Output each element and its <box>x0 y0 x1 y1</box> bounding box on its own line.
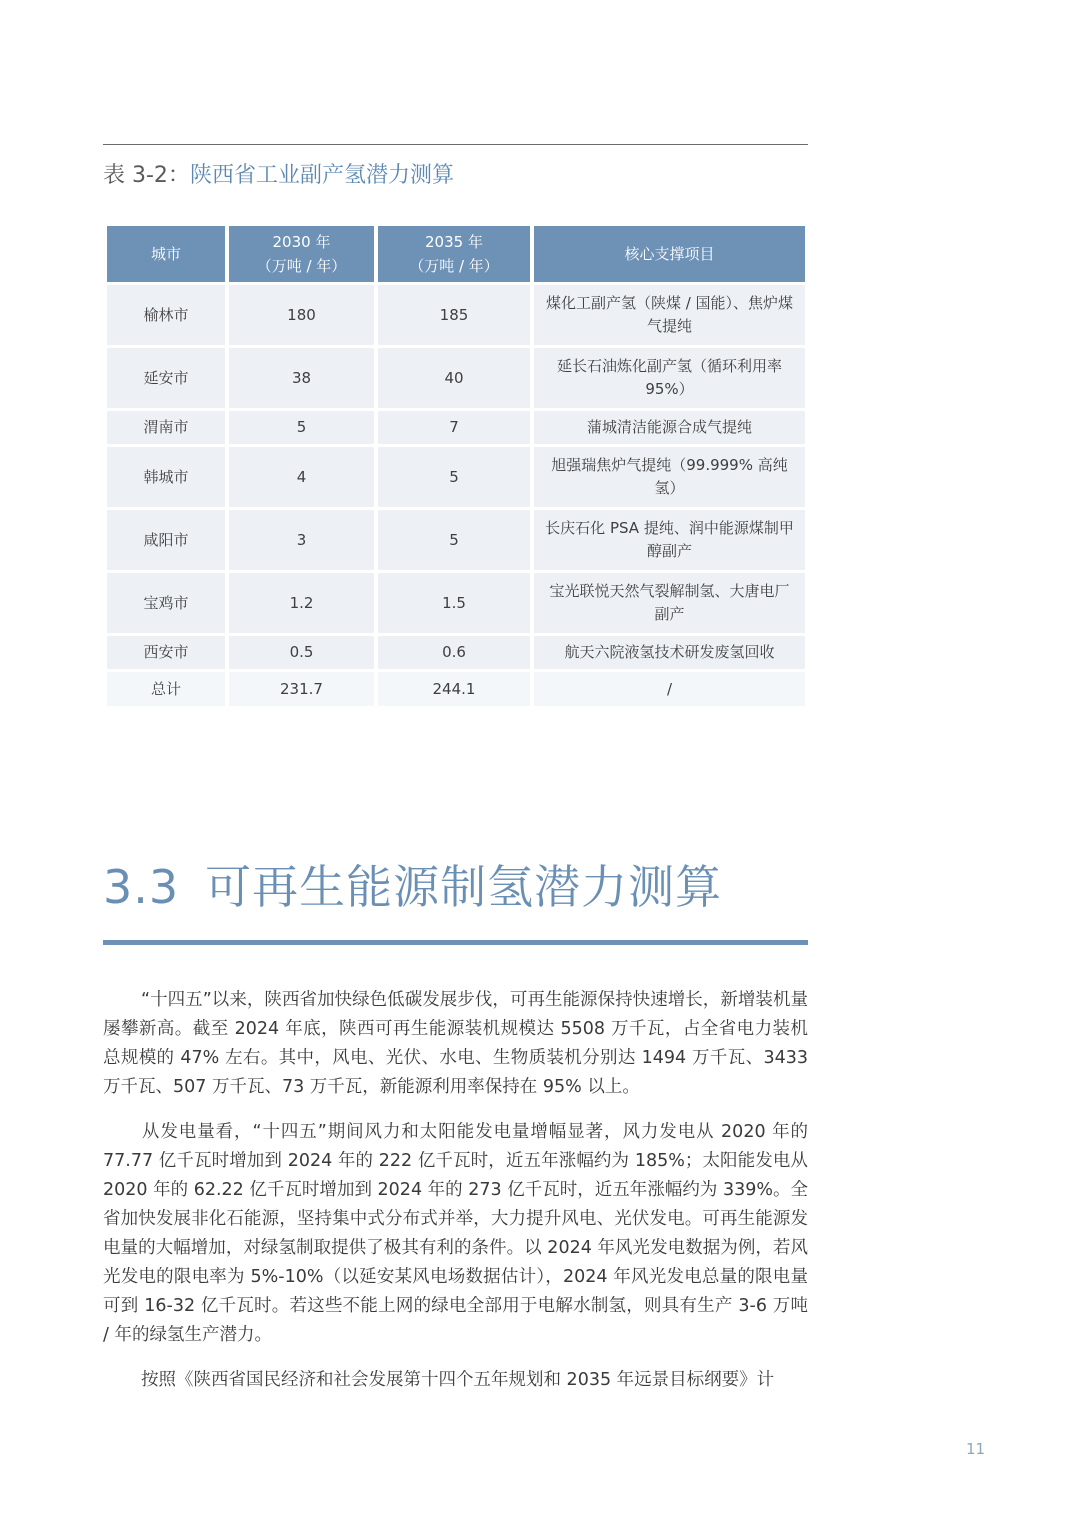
cell-project: 煤化工副产氢（陕煤 / 国能）、焦炉煤气提纯 <box>534 285 805 345</box>
cell-2030: 5 <box>229 411 374 444</box>
cell-city: 西安市 <box>107 636 225 669</box>
table-row <box>107 348 805 408</box>
caption-title: 陕西省工业副产氢潜力测算 <box>189 163 454 188</box>
paragraph <box>103 1366 808 1395</box>
cell-2030: 180 <box>229 285 374 345</box>
table-row <box>107 510 805 570</box>
top-divider <box>103 144 808 145</box>
table-row <box>107 573 805 633</box>
cell-project: / <box>534 672 805 706</box>
cell-2035: 5 <box>378 510 530 570</box>
section-number: 3.3 <box>103 860 180 914</box>
cell-city: 总计 <box>107 672 225 706</box>
cell-project: 旭强瑞焦炉气提纯（99.999% 高纯氢） <box>534 447 805 507</box>
table-row <box>107 411 805 444</box>
cell-2030: 1.2 <box>229 573 374 633</box>
page-number: 11 <box>966 1440 986 1458</box>
header-2030: 2030 年 （万吨 / 年） <box>229 226 374 282</box>
table-row <box>107 636 805 669</box>
table-caption <box>103 160 454 192</box>
cell-2035: 7 <box>378 411 530 444</box>
paragraph-text: “十四五”以来，陕西省加快绿色低碳发展步伐，可再生能源保持快速增长，新增装机量屡攀新高。截至 2024 年底，陕西可再生能源装机规模达 5508 万千瓦，占全省电力装机总规模的 47% 左右。其中，风电、光伏、水电、生物质装机分别达 1494 万千瓦、3433 万千瓦、507 万千瓦、73 万千瓦，新能源利用率保持在 95% 以上。 <box>103 990 808 1097</box>
cell-2030: 0.5 <box>229 636 374 669</box>
cell-2035: 1.5 <box>378 573 530 633</box>
cell-city: 韩城市 <box>107 447 225 507</box>
section-divider <box>103 940 808 945</box>
cell-project: 宝光联悦天然气裂解制氢、大唐电厂副产 <box>534 573 805 633</box>
table-header-row <box>107 226 805 282</box>
cell-city: 咸阳市 <box>107 510 225 570</box>
cell-2035: 5 <box>378 447 530 507</box>
section-heading <box>103 855 722 919</box>
cell-project: 长庆石化 PSA 提纯、润中能源煤制甲醇副产 <box>534 510 805 570</box>
caption-prefix: 表 3-2： <box>103 163 190 188</box>
cell-2035: 185 <box>378 285 530 345</box>
paragraph-text: 从发电量看，“十四五”期间风力和太阳能发电量增幅显著，风力发电从 2020 年的 77.77 亿千瓦时增加到 2024 年的 222 亿千瓦时，近五年涨幅约为 185%；太阳能发电从 2020 年的 62.22 亿千瓦时增加到 2024 年的 273 亿千瓦时，近五年涨幅约为 339%。全省加快发展非化石能源，坚持集中式分布式并举，大力提升风电、光伏发电。可再生能源发电量的大幅增加，对绿氢制取提供了极其有利的条件。以 2024 年风光发电数据为例，若风光发电的限电率为 5%-10%（以延安某风电场数据估计），2024 年风光发电总量的限电量可到 16-32 亿千瓦时。若这些不能上网的绿电全部用于电解水制氢，则具有生产 3-6 万吨 / 年的绿氢生产潜力。 <box>103 1122 808 1345</box>
cell-project: 蒲城清洁能源合成气提纯 <box>534 411 805 444</box>
cell-2030: 38 <box>229 348 374 408</box>
header-projects: 核心支撑项目 <box>534 226 805 282</box>
cell-project: 延长石油炼化副产氢（循环利用率 95%） <box>534 348 805 408</box>
cell-2035: 0.6 <box>378 636 530 669</box>
cell-2030: 231.7 <box>229 672 374 706</box>
cell-city: 榆林市 <box>107 285 225 345</box>
cell-city: 渭南市 <box>107 411 225 444</box>
cell-city: 延安市 <box>107 348 225 408</box>
section-title: 可再生能源制氢潜力测算 <box>205 860 723 914</box>
table-row <box>107 447 805 507</box>
header-city: 城市 <box>107 226 225 282</box>
cell-2035: 244.1 <box>378 672 530 706</box>
paragraph <box>103 986 808 1102</box>
header-2035: 2035 年 （万吨 / 年） <box>378 226 530 282</box>
paragraph <box>103 1118 808 1350</box>
cell-2035: 40 <box>378 348 530 408</box>
paragraph-text: 按照《陕西省国民经济和社会发展第十四个五年规划和 2035 年远景目标纲要》计 <box>141 1370 775 1390</box>
table-row <box>107 285 805 345</box>
cell-city: 宝鸡市 <box>107 573 225 633</box>
table-total-row <box>107 672 805 706</box>
cell-2030: 3 <box>229 510 374 570</box>
cell-project: 航天六院液氢技术研发废氢回收 <box>534 636 805 669</box>
cell-2030: 4 <box>229 447 374 507</box>
hydrogen-potential-table <box>103 223 809 709</box>
